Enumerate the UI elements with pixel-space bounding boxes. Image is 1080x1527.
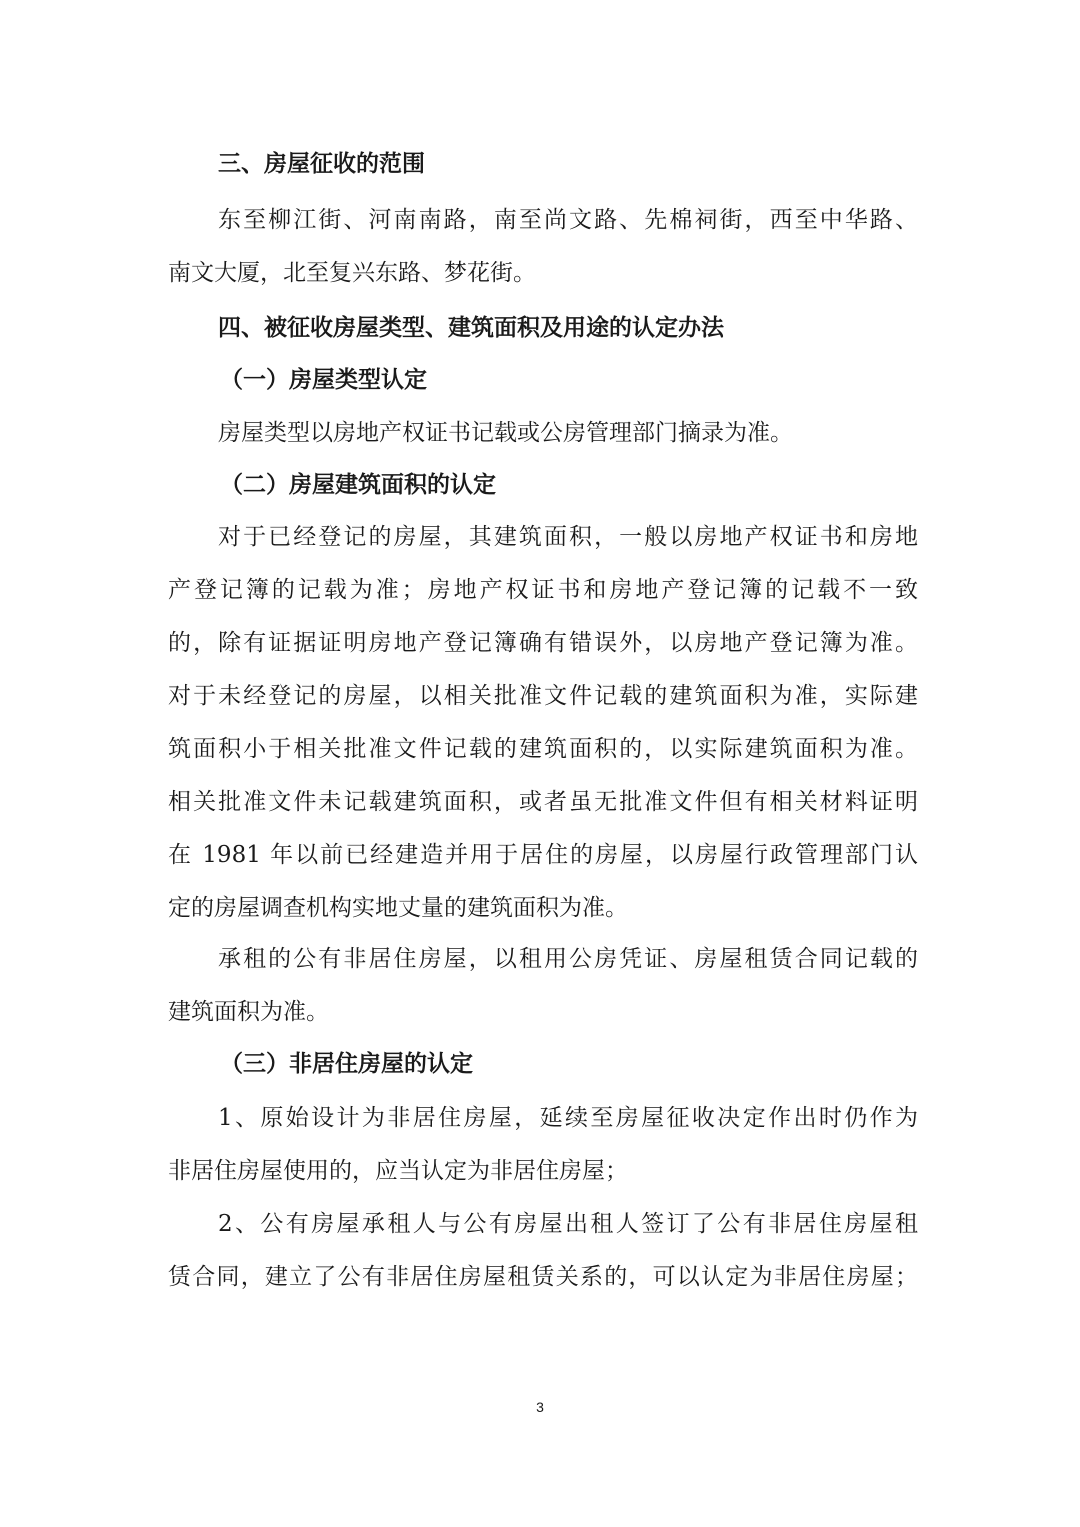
paragraph-line: 1、原始设计为非居住房屋，延续至房屋征收决定作出时仍作为 — [218, 1105, 918, 1131]
paragraph-line: 2、公有房屋承租人与公有房屋出租人签订了公有非居住房屋租 — [218, 1211, 918, 1237]
paragraph-line: 非居住房屋使用的，应当认定为非居住房屋； — [168, 1158, 628, 1184]
paragraph-line: 承租的公有非居住房屋，以租用公房凭证、房屋租赁合同记载的 — [218, 946, 918, 972]
paragraph-line: 的，除有证据证明房地产登记簿确有错误外，以房地产登记簿为准。 — [168, 630, 918, 656]
subsection-title-1: （一）房屋类型认定 — [220, 367, 427, 393]
section-heading-4: 四、被征收房屋类型、建筑面积及用途的认定办法 — [218, 315, 724, 341]
paragraph-line: 相关批准文件未记载建筑面积，或者虽无批准文件但有相关材料证明 — [168, 789, 918, 815]
paragraph-line: 东至柳江街、河南南路，南至尚文路、先棉祠街，西至中华路、 — [218, 207, 918, 233]
paragraph-line: 赁合同，建立了公有非居住房屋租赁关系的，可以认定为非居住房屋； — [168, 1264, 918, 1290]
subsection-title-3: （三）非居住房屋的认定 — [220, 1051, 473, 1077]
paragraph-line: 建筑面积为准。 — [168, 999, 329, 1025]
page-number: 3 — [536, 1399, 544, 1415]
paragraph-line: 对于未经登记的房屋，以相关批准文件记载的建筑面积为准，实际建 — [168, 683, 918, 709]
paragraph-line: 筑面积小于相关批准文件记载的建筑面积的，以实际建筑面积为准。 — [168, 736, 918, 762]
paragraph-line: 产登记簿的记载为准；房地产权证书和房地产登记簿的记载不一致 — [168, 577, 918, 603]
paragraph-line: 对于已经登记的房屋，其建筑面积，一般以房地产权证书和房地 — [218, 524, 918, 550]
paragraph-line: 南文大厦，北至复兴东路、梦花街。 — [168, 260, 536, 286]
paragraph-line: 在 1981 年以前已经建造并用于居住的房屋，以房屋行政管理部门认 — [168, 842, 918, 868]
paragraph-line: 房屋类型以房地产权证书记载或公房管理部门摘录为准。 — [218, 420, 793, 446]
paragraph-line: 定的房屋调查机构实地丈量的建筑面积为准。 — [168, 895, 628, 921]
subsection-title-2: （二）房屋建筑面积的认定 — [220, 472, 496, 498]
section-heading-3: 三、房屋征收的范围 — [218, 151, 425, 177]
